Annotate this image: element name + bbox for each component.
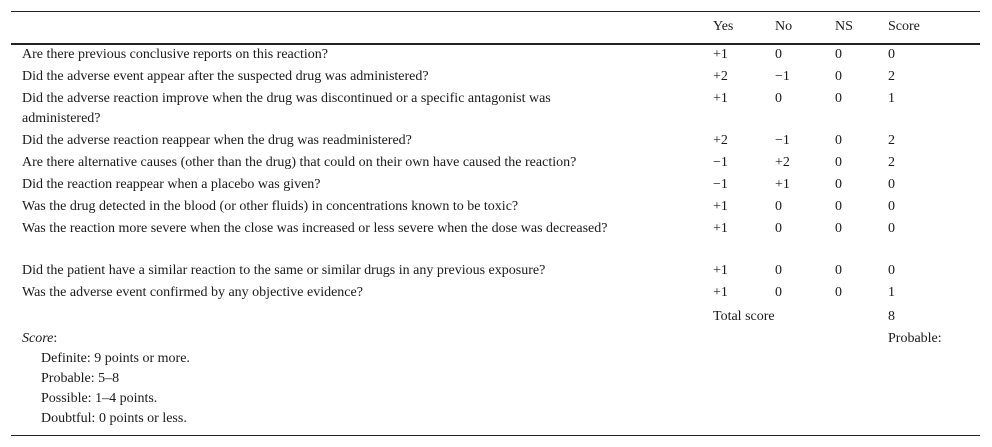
no-cell: 0 (775, 199, 782, 214)
no-cell: +2 (775, 155, 790, 170)
score-cell: 0 (888, 47, 895, 62)
yes-cell: +1 (713, 91, 728, 106)
total-score-value: 8 (888, 309, 895, 324)
question-cell: Did the patient have a similar reaction to the same or similar drugs in any previous exposure? (22, 263, 546, 278)
table-top-rule (11, 11, 980, 12)
no-cell: −1 (775, 133, 790, 148)
ns-cell: 0 (835, 69, 842, 84)
yes-cell: +2 (713, 69, 728, 84)
score-cell: 2 (888, 155, 895, 170)
header-ns: NS (835, 19, 853, 34)
score-legend-label: Score (22, 331, 54, 346)
yes-cell: +1 (713, 199, 728, 214)
question-cell: Are there previous conclusive reports on this reaction? (22, 47, 328, 62)
yes-cell: +1 (713, 263, 728, 278)
yes-cell: +1 (713, 47, 728, 62)
score-cell: 0 (888, 177, 895, 192)
no-cell: +1 (775, 177, 790, 192)
question-cell: Did the adverse reaction improve when the drug was discontinued or a specific antagonist was administered? (22, 91, 551, 126)
yes-cell: −1 (713, 177, 728, 192)
no-cell: 0 (775, 47, 782, 62)
score-cell: 0 (888, 199, 895, 214)
scale-definite: Definite: 9 points or more. (41, 351, 190, 366)
ns-cell: 0 (835, 133, 842, 148)
no-cell: 0 (775, 285, 782, 300)
header-yes: Yes (713, 19, 734, 34)
table-bottom-rule (11, 435, 980, 436)
header-no: No (775, 19, 793, 34)
question-cell: Was the adverse event confirmed by any objective evidence? (22, 285, 363, 300)
ns-cell: 0 (835, 47, 842, 62)
ns-cell: 0 (835, 263, 842, 278)
scale-doubtful: Doubtful: 0 points or less. (41, 411, 187, 426)
ns-cell: 0 (835, 177, 842, 192)
no-cell: 0 (775, 221, 782, 236)
no-cell: −1 (775, 69, 790, 84)
ns-cell: 0 (835, 285, 842, 300)
ns-cell: 0 (835, 221, 842, 236)
question-cell: Did the adverse reaction reappear when the drug was readministered? (22, 133, 412, 148)
score-cell: 1 (888, 91, 895, 106)
question-cell: Did the reaction reappear when a placebo was given? (22, 177, 321, 192)
ns-cell: 0 (835, 91, 842, 106)
result-category: Probable: (888, 331, 942, 346)
score-legend-title (22, 329, 57, 349)
score-cell: 0 (888, 221, 895, 236)
question-cell: Did the adverse event appear after the suspected drug was administered? (22, 69, 429, 84)
question-cell: Are there alternative causes (other than the drug) that could on their own have caused the reaction? (22, 155, 577, 170)
yes-cell: −1 (713, 155, 728, 170)
ns-cell: 0 (835, 155, 842, 170)
score-cell: 2 (888, 69, 895, 84)
no-cell: 0 (775, 263, 782, 278)
yes-cell: +1 (713, 285, 728, 300)
score-legend-colon: : (53, 331, 58, 346)
yes-cell: +2 (713, 133, 728, 148)
score-cell: 1 (888, 285, 895, 300)
header-score: Score (888, 19, 920, 34)
question-cell: Was the drug detected in the blood (or other fluids) in concentrations known to be toxic? (22, 199, 519, 214)
ns-cell: 0 (835, 199, 842, 214)
score-cell: 2 (888, 133, 895, 148)
scale-possible: Possible: 1–4 points. (41, 391, 158, 406)
scale-probable: Probable: 5–8 (41, 371, 120, 386)
yes-cell: +1 (713, 221, 728, 236)
total-score-label: Total score (713, 309, 775, 324)
no-cell: 0 (775, 91, 782, 106)
score-cell: 0 (888, 263, 895, 278)
question-cell: Was the reaction more severe when the close was increased or less severe when the dose was decreased? (22, 221, 608, 236)
